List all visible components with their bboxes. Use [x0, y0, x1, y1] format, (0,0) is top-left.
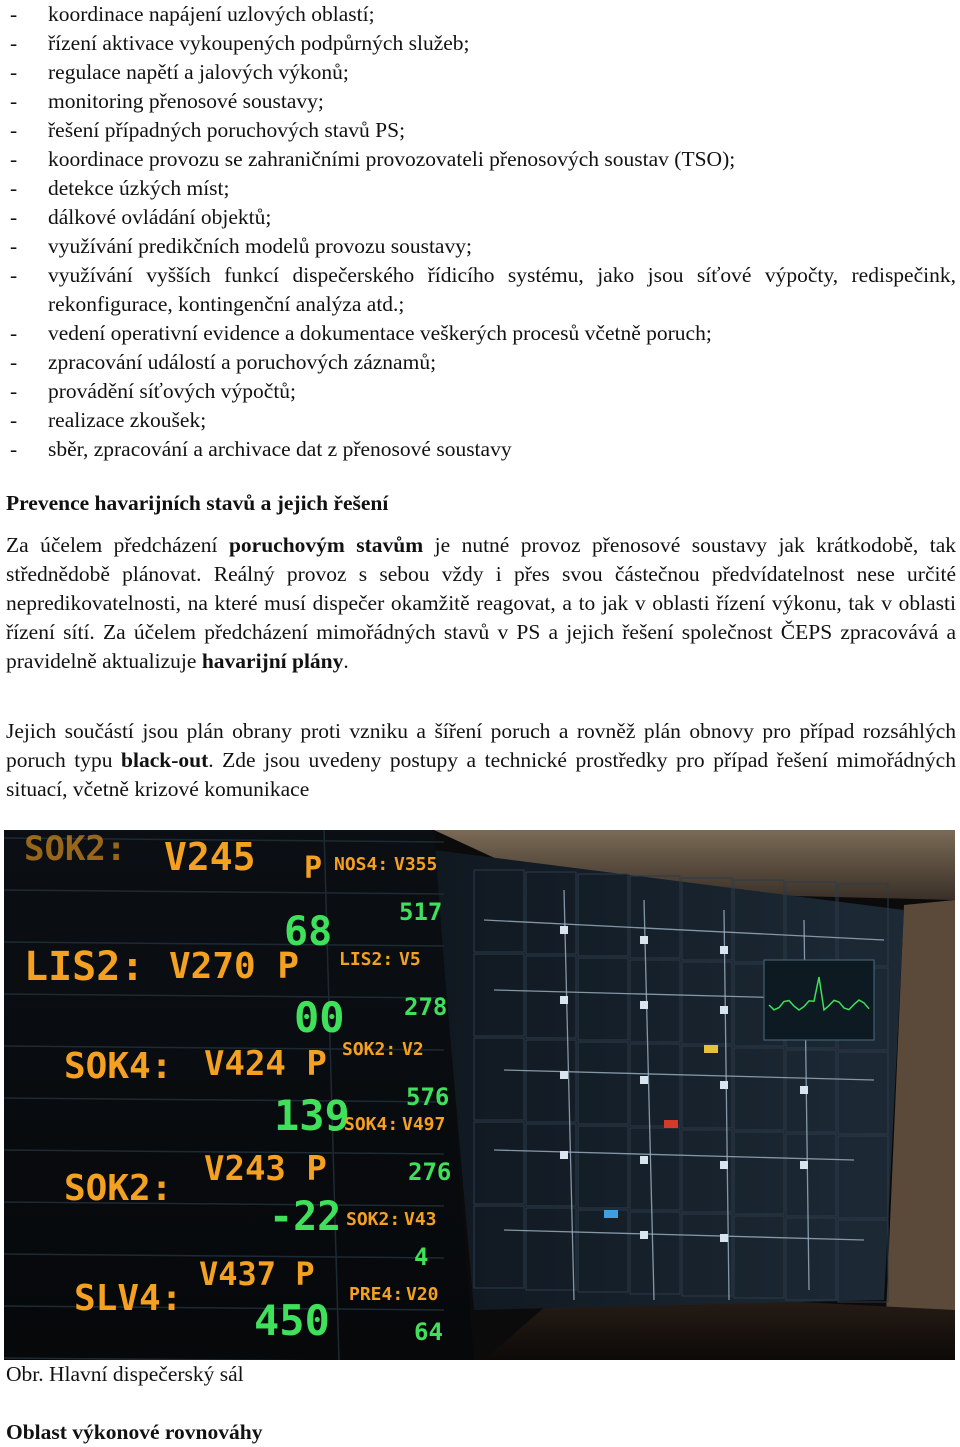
list-bullet: - — [10, 60, 18, 84]
led-far-label: SOK2: — [346, 1209, 401, 1230]
led-far-label: PRE4: — [349, 1284, 404, 1305]
led-far-label: SOK4: — [344, 1114, 399, 1135]
list-item — [0, 0, 960, 29]
substation-node — [640, 936, 648, 944]
list-bullet: - — [10, 437, 18, 461]
led-row-label: SOK4: — [64, 1046, 173, 1087]
list-bullet: - — [10, 89, 18, 113]
substation-node — [720, 946, 728, 954]
led-row-label: SOK2: — [64, 1168, 173, 1209]
text-run: Jejich součástí jsou plán obrany proti vzniku a šíření poruch a rovněž plán obnovy pro případ rozsáhlých poruch typu — [6, 719, 956, 772]
led-row-label: SLV4: — [74, 1278, 183, 1319]
list-item-text: zpracování událostí a poruchových záznamů; — [48, 350, 437, 374]
led-row-value: V245 — [164, 835, 256, 879]
substation-node — [560, 996, 568, 1004]
list-item — [0, 406, 960, 435]
led-row-value: V424 P — [204, 1044, 327, 1084]
status-block — [704, 1045, 718, 1053]
substation-node — [720, 1006, 728, 1014]
led-far-value: V355 — [394, 854, 438, 875]
list-item-text: koordinace napájení uzlových oblastí; — [48, 2, 375, 26]
list-item — [0, 319, 960, 348]
substation-node — [560, 1071, 568, 1079]
list-item-text: monitoring přenosové soustavy; — [48, 89, 324, 113]
status-block — [604, 1210, 618, 1218]
figure-caption: Obr. Hlavní dispečerský sál — [6, 1362, 244, 1386]
list-item-text: provádění síťových výpočtů; — [48, 379, 297, 403]
led-far-label: NOS4: — [334, 854, 389, 875]
list-item-text: řízení aktivace vykoupených podpůrných služeb; — [48, 31, 470, 55]
led-far-reading: 576 — [406, 1083, 450, 1111]
list-item-text: sběr, zpracování a archivace dat z přenosové soustavy — [48, 437, 512, 461]
video-wall — [434, 850, 904, 1310]
led-row-unit: P — [304, 851, 323, 886]
led-row-value: 68 — [284, 909, 333, 955]
list-bullet: - — [10, 147, 18, 171]
list-item-text: detekce úzkých míst; — [48, 176, 230, 200]
paragraph-blackout — [6, 717, 956, 804]
bold-term: poruchovým stavům — [228, 533, 424, 557]
list-item-text: realizace zkoušek; — [48, 408, 207, 432]
list-bullet: - — [10, 263, 18, 287]
list-bullet: - — [10, 2, 18, 26]
led-far-reading: 278 — [404, 993, 448, 1021]
status-block — [664, 1120, 678, 1128]
paragraph-plans — [6, 531, 956, 676]
list-bullet: - — [10, 234, 18, 258]
section-heading: Oblast výkonové rovnováhy — [6, 1420, 263, 1444]
led-far-reading: 64 — [414, 1318, 443, 1346]
text-run: Za účelem předcházení — [6, 533, 229, 557]
led-far-label: SOK2: — [342, 1039, 397, 1060]
list-bullet: - — [10, 408, 18, 432]
list-item-text: regulace napětí a jalových výkonů; — [48, 60, 349, 84]
led-row-value: -22 — [269, 1194, 342, 1240]
list-item — [0, 87, 960, 116]
control-room-illustration — [4, 830, 955, 1360]
list-item-text: koordinace provozu se zahraničními provozovateli přenosových soustav (TSO); — [48, 147, 736, 171]
substation-node — [560, 926, 568, 934]
led-row-value: 139 — [274, 1091, 350, 1140]
led-row-label: SOK2: — [24, 830, 127, 869]
substation-node — [720, 1081, 728, 1089]
substation-node — [640, 1231, 648, 1239]
substation-node — [640, 1076, 648, 1084]
list-item-text: vedení operativní evidence a dokumentace veškerých procesů včetně poruch; — [48, 321, 712, 345]
list-item-text: řešení případných poruchových stavů PS; — [48, 118, 406, 142]
list-item-text: využívání predikčních modelů provozu soustavy; — [48, 234, 472, 258]
list-bullet: - — [10, 31, 18, 55]
substation-node — [800, 1086, 808, 1094]
led-row-value: 450 — [254, 1296, 330, 1345]
substation-node — [640, 1001, 648, 1009]
substation-node — [720, 1234, 728, 1242]
trend-panel — [764, 960, 874, 1040]
list-item-text: dálkové ovládání objektů; — [48, 205, 272, 229]
substation-node — [720, 1161, 728, 1169]
list-bullet: - — [10, 350, 18, 374]
list-item — [0, 29, 960, 58]
list-item — [0, 116, 960, 145]
led-far-reading: 276 — [408, 1158, 452, 1186]
list-item — [0, 203, 960, 232]
led-far-value: V20 — [406, 1284, 439, 1305]
text-run: je nutné provoz přenosové soustavy jak krátkodobě, tak střednědobě plánovat. Reálný provoz s sebou vždy i přes svou částečnou předvídatelnost nese určité nepredikovatelnosti, na které musí dispečer okamžitě reagovat, a to jak v oblasti řízení výkonu, tak v oblasti řízení sítí. Za účelem předcházení mimořádných stavů v PS a jejich řešení společnost ČEPS zpracovává a pravidelně aktualizuje — [6, 533, 956, 673]
list-item — [0, 435, 960, 464]
control-room-photo — [4, 830, 955, 1360]
task-list — [0, 0, 960, 464]
list-item — [0, 174, 960, 203]
led-far-reading: 517 — [399, 898, 443, 926]
list-item — [0, 348, 960, 377]
led-far-value: V5 — [399, 949, 421, 970]
led-far-label: LIS2: — [339, 949, 394, 970]
text-run: . — [343, 649, 349, 673]
led-far-value: V497 — [402, 1114, 446, 1135]
led-row-value: V437 P — [199, 1255, 315, 1293]
list-item — [0, 377, 960, 406]
list-bullet: - — [10, 321, 18, 345]
led-far-value: V2 — [402, 1039, 424, 1060]
section-heading: Prevence havarijních stavů a jejich řešení — [6, 491, 389, 515]
list-item — [0, 261, 960, 319]
list-bullet: - — [10, 379, 18, 403]
led-far-reading: 4 — [414, 1243, 429, 1271]
led-row-value: V270 P — [169, 946, 300, 987]
list-item-text: využívání vyšších funkcí dispečerského řídicího systému, jako jsou síťové výpočty, redispečink, rekonfigurace, kontingenční analýza atd.; — [48, 263, 956, 316]
led-row-value: V243 P — [204, 1149, 327, 1189]
substation-node — [640, 1156, 648, 1164]
substation-node — [800, 1161, 808, 1169]
list-item — [0, 145, 960, 174]
led-row-label: LIS2: — [24, 944, 145, 990]
bold-term: havarijní plány — [201, 649, 344, 673]
list-item — [0, 58, 960, 87]
substation-node — [560, 1151, 568, 1159]
led-far-value: V43 — [404, 1209, 437, 1230]
list-bullet: - — [10, 176, 18, 200]
text-run: . Zde jsou uvedeny postupy a technické prostředky pro případ řešení mimořádných situací, včetně krizové komunikace — [6, 748, 956, 801]
led-row-value: 00 — [294, 993, 345, 1042]
list-bullet: - — [10, 205, 18, 229]
bold-term: black-out — [121, 748, 209, 772]
list-item — [0, 232, 960, 261]
list-bullet: - — [10, 118, 18, 142]
